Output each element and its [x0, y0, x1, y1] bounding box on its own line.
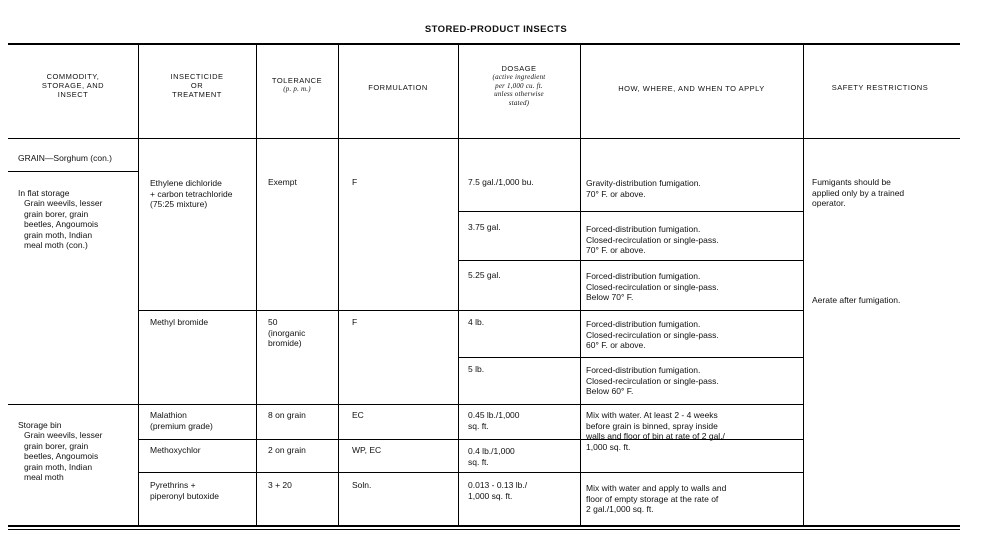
row-divider: [8, 171, 138, 172]
column-divider: [256, 45, 257, 525]
row-divider: [458, 357, 803, 358]
mxc-dose: 0.4 lb./1,000 sq. ft.: [468, 446, 515, 467]
column-divider: [803, 45, 804, 525]
mxc-tolerance: 2 on grain: [268, 445, 306, 455]
column-divider: [458, 45, 459, 525]
edc-how-3: Forced-distribution fumigation. Closed-recirculation or single-pass. Below 70° F.: [586, 271, 719, 302]
edc-insecticide: Ethylene dichloride + carbon tetrachloride (75:25 mixture): [150, 178, 233, 209]
tolerance-unit: (p. p. m.): [283, 85, 311, 93]
column-divider: [580, 45, 581, 525]
mal-insecticide: Malathion (premium grade): [150, 410, 213, 431]
column-divider: [338, 45, 339, 525]
header-dosage: [460, 64, 578, 107]
mal-dose: 0.45 lb./1,000 sq. ft.: [468, 410, 520, 431]
mxc-insecticide: Methoxychlor: [150, 445, 201, 455]
storage-bin-insects: Grain weevils, lesser grain borer, grain beetles, Angoumois grain moth, Indian meal moth: [24, 430, 103, 482]
mb-dose-1: 4 lb.: [468, 317, 485, 327]
mal-formulation: EC: [352, 410, 364, 420]
edc-dose-3: 5.25 gal.: [468, 270, 501, 280]
storage-bin-label: Storage bin: [18, 419, 62, 430]
row-divider: [458, 260, 803, 261]
mb-insecticide: Methyl bromide: [150, 317, 209, 327]
pyr-formulation: Soln.: [352, 480, 372, 490]
mb-how-2: Forced-distribution fumigation. Closed-recirculation or single-pass. Below 60° F.: [586, 365, 719, 396]
header-rule: [8, 138, 960, 139]
row-divider: [8, 404, 803, 405]
pyr-insecticide: Pyrethrins + piperonyl butoxide: [150, 480, 219, 501]
flat-storage-group: [18, 177, 136, 261]
header-commodity: COMMODITY, STORAGE, AND INSECT: [41, 72, 105, 99]
mal-tolerance: 8 on grain: [268, 410, 306, 420]
edc-how-2: Forced-distribution fumigation. Closed-recirculation or single-pass. 70° F. or above.: [586, 224, 719, 255]
safety-aerate: Aerate after fumigation.: [812, 295, 901, 305]
edc-formulation: F: [352, 177, 358, 187]
pyr-dose: 0.013 - 0.13 lb./ 1,000 sq. ft.: [468, 480, 528, 501]
section-heading: GRAIN—Sorghum (con.): [18, 153, 112, 163]
mb-formulation: F: [352, 317, 358, 327]
header-insecticide: INSECTICIDE OR TREATMENT: [170, 72, 224, 99]
tolerance-label: TOLERANCE: [271, 76, 323, 85]
storage-bin-group: [18, 409, 136, 493]
row-divider: [138, 472, 803, 473]
header-formulation: FORMULATION: [368, 83, 428, 92]
mb-how-1: Forced-distribution fumigation. Closed-recirculation or single-pass. 60° F. or above.: [586, 319, 719, 350]
page-title: STORED-PRODUCT INSECTS: [424, 24, 568, 35]
top-rule: [8, 43, 960, 45]
bottom-rule: [8, 525, 960, 527]
header-safety: SAFETY RESTRICTIONS: [831, 83, 929, 92]
mb-tolerance: 50 (inorganic bromide): [268, 317, 306, 348]
flat-storage-label: In flat storage: [18, 187, 70, 198]
safety-fumigants: Fumigants should be applied only by a trained operator.: [812, 177, 905, 208]
edc-tolerance: Exempt: [268, 177, 297, 187]
row-divider: [138, 310, 803, 311]
bottom-rule-2: [8, 529, 960, 530]
flat-storage-insects: Grain weevils, lesser grain borer, grain beetles, Angoumois grain moth, Indian meal moth (con.): [24, 198, 103, 250]
header-tolerance: [258, 76, 336, 94]
column-divider: [138, 45, 139, 525]
mxc-formulation: WP, EC: [352, 445, 382, 455]
dosage-label: DOSAGE: [501, 64, 537, 73]
pyr-how: Mix with water and apply to walls and floor of empty storage at the rate of 2 gal./1,000 sq. ft.: [586, 483, 727, 514]
edc-how-1: Gravity-distribution fumigation. 70° F. or above.: [586, 178, 701, 199]
dosage-note: (active ingredient per 1,000 cu. ft. unless otherwise stated): [492, 73, 546, 107]
pyr-tolerance: 3 + 20: [268, 480, 292, 490]
row-divider: [458, 211, 803, 212]
header-how: HOW, WHERE, AND WHEN TO APPLY: [618, 84, 765, 93]
mb-dose-2: 5 lb.: [468, 364, 485, 374]
mal-how: Mix with water. At least 2 - 4 weeks before grain is binned, spray inside walls and floor of bin at rate of 2 gal./ 1,000 sq. ft.: [586, 410, 725, 452]
edc-dose-1: 7.5 gal./1,000 bu.: [468, 177, 534, 187]
edc-dose-2: 3.75 gal.: [468, 222, 501, 232]
